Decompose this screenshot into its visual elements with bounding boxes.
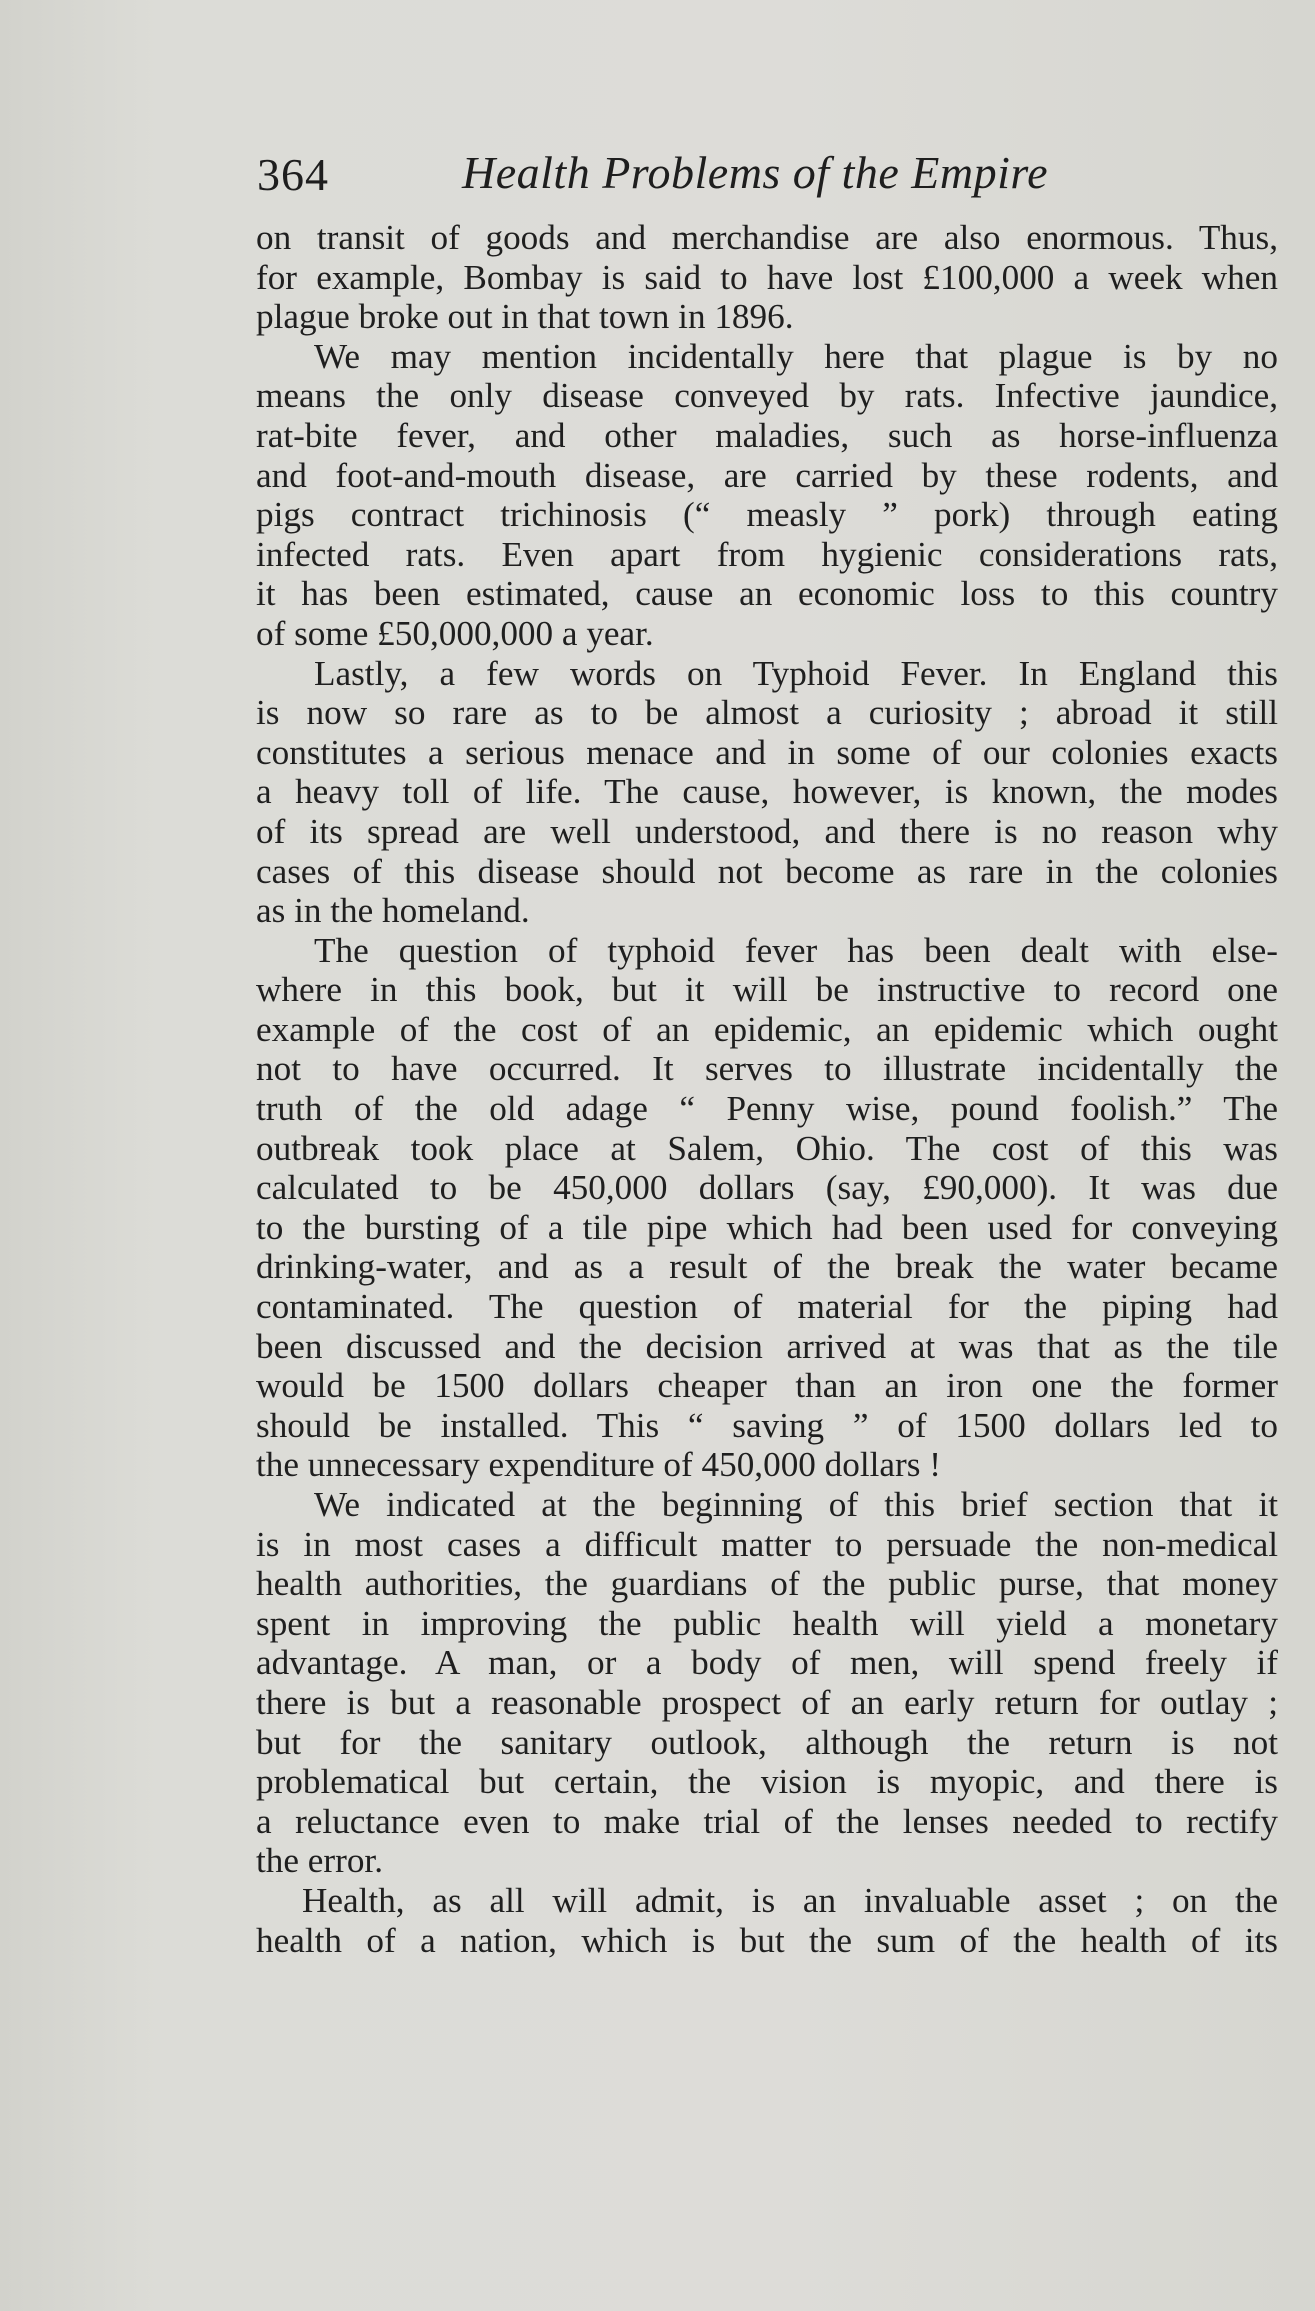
text-line: Health, as all will admit, is an invaluable asset ; on the xyxy=(302,1880,1278,1920)
text-line: means the only disease conveyed by rats. Infective jaundice, xyxy=(256,376,1278,416)
page-number: 364 xyxy=(257,149,329,200)
text-line: to the bursting of a tile pipe which had been used for conveying xyxy=(256,1207,1278,1247)
text-line: of some £50,000,000 a year. xyxy=(256,613,654,653)
text-line: plague broke out in that town in 1896. xyxy=(256,297,794,337)
text-line: We indicated at the beginning of this brief section that it xyxy=(314,1485,1278,1524)
text-line: pigs contract trichinosis (“ measly ” pork) through eating xyxy=(256,495,1278,535)
text-line: and foot-and-mouth disease, are carried by these rodents, and xyxy=(256,455,1278,495)
text-line: health of a nation, which is but the sum of the health of its xyxy=(256,1920,1278,1960)
paragraph-4 xyxy=(256,931,1278,1485)
text-line: contaminated. The question of material for the piping had xyxy=(256,1287,1278,1327)
text-line: We may mention incidentally here that plague is by no xyxy=(314,336,1278,376)
text-line: health authorities, the guardians of the public purse, that money xyxy=(256,1564,1278,1604)
paragraph-6 xyxy=(256,1881,1278,1960)
text-line: advantage. A man, or a body of men, will spend freely if xyxy=(256,1643,1278,1683)
text-line: rat-bite fever, and other maladies, such as horse-influenza xyxy=(256,415,1278,455)
text-line: the error. xyxy=(256,1841,384,1881)
text-line: is now so rare as to be almost a curiosity ; abroad it still xyxy=(256,693,1278,733)
text-line: calculated to be 450,000 dollars (say, £90,000). It was due xyxy=(256,1168,1278,1208)
text-line: problematical but certain, the vision is myopic, and there is xyxy=(256,1762,1278,1802)
page-header xyxy=(257,138,1117,208)
text-line: would be 1500 dollars cheaper than an iron one the former xyxy=(256,1366,1278,1406)
paragraph-5 xyxy=(256,1485,1278,1881)
text-line: drinking-water, and as a result of the break the water became xyxy=(256,1247,1278,1287)
text-line: where in this book, but it will be instructive to record one xyxy=(256,970,1278,1010)
paragraph-3 xyxy=(256,654,1278,931)
text-line: should be installed. This “ saving ” of 1500 dollars led to xyxy=(256,1405,1278,1445)
text-line: but for the sanitary outlook, although the return is not xyxy=(256,1722,1278,1762)
text-line: as in the homeland. xyxy=(256,891,530,931)
running-title: Health Problems of the Empire xyxy=(462,147,1048,198)
paragraph-2 xyxy=(256,337,1278,654)
text-line: truth of the old adage “ Penny wise, pound foolish.” The xyxy=(256,1089,1278,1129)
paragraph-1 xyxy=(256,218,1278,337)
text-line: The question of typhoid fever has been dealt with else- xyxy=(314,930,1278,970)
text-line: example of the cost of an epidemic, an epidemic which ought xyxy=(256,1009,1278,1049)
text-line: of its spread are well understood, and there is no reason why xyxy=(256,811,1278,851)
text-line: not to have occurred. It serves to illustrate incidentally the xyxy=(256,1049,1278,1089)
text-line: been discussed and the decision arrived at was that as the tile xyxy=(256,1326,1278,1366)
text-line: Lastly, a few words on Typhoid Fever. In England this xyxy=(314,653,1278,693)
text-line: for example, Bombay is said to have lost £100,000 a week when xyxy=(256,257,1278,297)
text-line: a reluctance even to make trial of the lenses needed to rectify xyxy=(256,1801,1278,1841)
text-line: cases of this disease should not become as rare in the colonies xyxy=(256,851,1278,891)
text-line: a heavy toll of life. The cause, however, is known, the modes xyxy=(256,772,1278,812)
text-line: spent in improving the public health will yield a monetary xyxy=(256,1603,1278,1643)
text-line: infected rats. Even apart from hygienic considerations rats, xyxy=(256,534,1278,574)
text-line: it has been estimated, cause an economic loss to this country xyxy=(256,574,1278,614)
text-line: the unnecessary expenditure of 450,000 dollars ! xyxy=(256,1445,941,1485)
text-line: constitutes a serious menace and in some of our colonies exacts xyxy=(256,732,1278,772)
text-line: on transit of goods and merchandise are also enormous. Thus, xyxy=(256,218,1278,257)
text-line: there is but a reasonable prospect of an early return for outlay ; xyxy=(256,1682,1278,1722)
text-line: outbreak took place at Salem, Ohio. The cost of this was xyxy=(256,1128,1278,1168)
text-line: is in most cases a difficult matter to persuade the non-medical xyxy=(256,1524,1278,1564)
body-text xyxy=(256,218,1278,1960)
